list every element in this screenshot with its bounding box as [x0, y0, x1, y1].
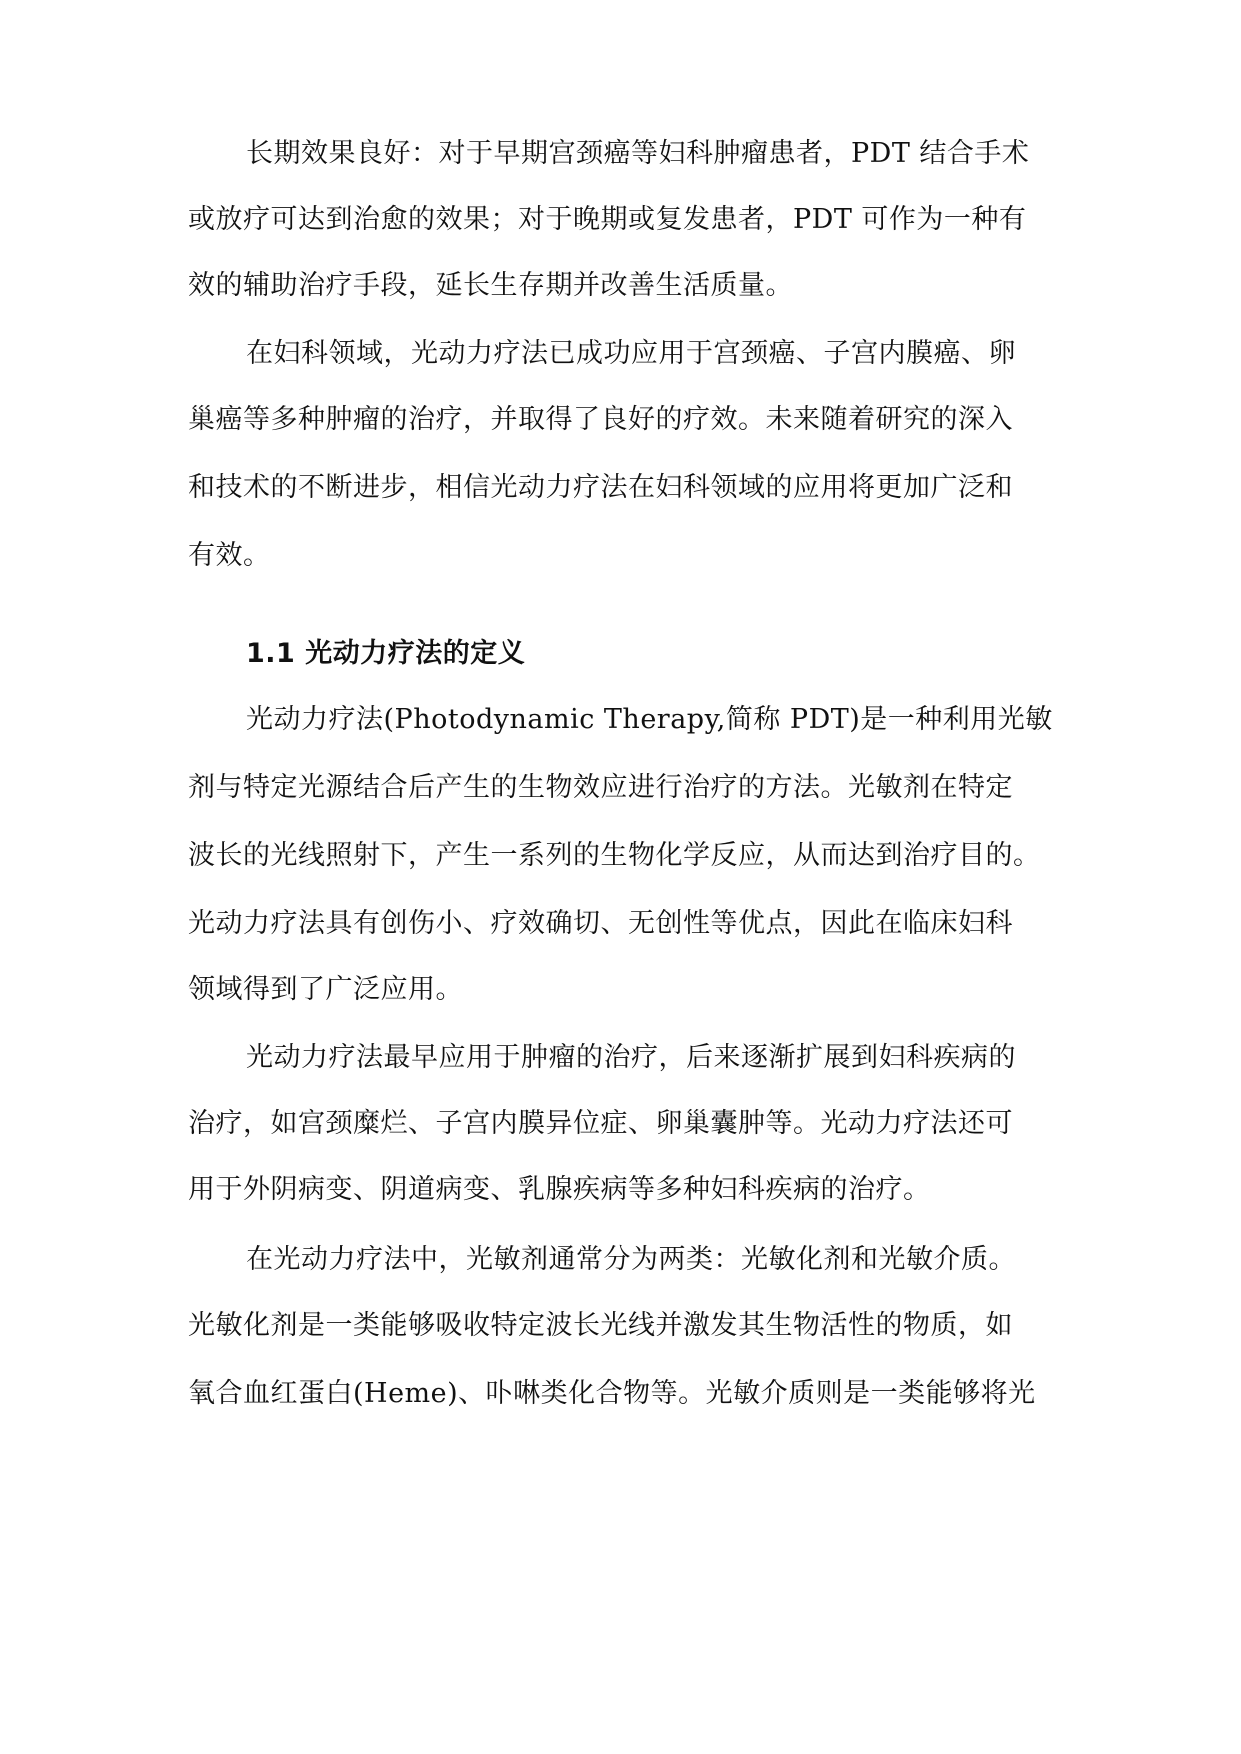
paragraph-line: 巢癌等多种肿瘤的治疗，并取得了良好的疗效。未来随着研究的深入: [188, 404, 1013, 435]
paragraph-line: 治疗，如宫颈糜烂、子宫内膜异位症、卵巢囊肿等。光动力疗法还可: [188, 1108, 1013, 1139]
paragraph-line: 或放疗可达到治愈的效果；对于晚期或复发患者，PDT 可作为一种有: [188, 204, 1027, 235]
paragraph-line: 和技术的不断进步，相信光动力疗法在妇科领域的应用将更加广泛和: [188, 472, 1013, 503]
paragraph-line: 领域得到了广泛应用。: [188, 974, 463, 1005]
paragraph-line: 长期效果良好：对于早期宫颈癌等妇科肿瘤患者，PDT 结合手术: [246, 138, 1030, 169]
paragraph-line: 在光动力疗法中，光敏剂通常分为两类：光敏化剂和光敏介质。: [246, 1244, 1016, 1275]
paragraph-line: 效的辅助治疗手段，延长生存期并改善生活质量。: [188, 270, 793, 301]
paragraph-line: 在妇科领域，光动力疗法已成功应用于宫颈癌、子宫内膜癌、卵: [246, 338, 1016, 369]
paragraph-line: 剂与特定光源结合后产生的生物效应进行治疗的方法。光敏剂在特定: [188, 772, 1013, 803]
paragraph-line: 有效。: [188, 540, 271, 571]
paragraph-line: 波长的光线照射下，产生一系列的生物化学反应，从而达到治疗目的。: [188, 840, 1041, 871]
paragraph-line: 光敏化剂是一类能够吸收特定波长光线并激发其生物活性的物质，如: [188, 1310, 1013, 1341]
paragraph-line: 光动力疗法具有创伤小、疗效确切、无创性等优点，因此在临床妇科: [188, 908, 1013, 939]
paragraph-line: 氧合血红蛋白(Heme)、卟啉类化合物等。光敏介质则是一类能够将光: [188, 1378, 1036, 1409]
paragraph-line: 光动力疗法最早应用于肿瘤的治疗，后来逐渐扩展到妇科疾病的: [246, 1042, 1016, 1073]
paragraph-line: 用于外阴病变、阴道病变、乳腺疾病等多种妇科疾病的治疗。: [188, 1174, 931, 1205]
section-heading: 1.1 光动力疗法的定义: [246, 638, 526, 669]
paragraph-line: 光动力疗法(Photodynamic Therapy,简称 PDT)是一种利用光敏: [246, 704, 1053, 735]
